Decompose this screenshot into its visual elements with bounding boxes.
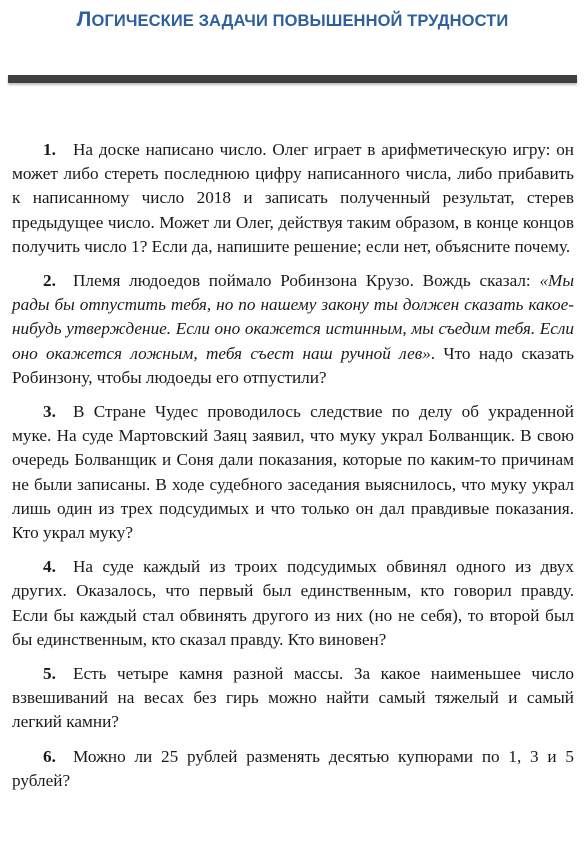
problem-text: На суде каждый из троих подсудимых обвинял одного из двух других. Оказалось, что первый был единственным, кто говорил правду. Если бы каждый стал обвинять другого из них (но не себя), то второй был бы единственным, кто сказал правду. Кто виновен? [12,557,574,649]
problem-number: 3. [43,402,56,422]
problem-6 [12,745,574,793]
page-title-rest: ОГИЧЕСКИЕ ЗАДАЧИ ПОВЫШЕННОЙ ТРУДНОСТИ [91,12,509,30]
problem-text-before: Племя людоедов поймало Робинзона Крузо. Вождь сказал: [73,271,540,291]
problem-number: 4. [43,557,56,577]
chief-quote: «Мы рады бы отпустить тебя, но по нашему закону ты должен сказать какое-нибудь утверждение. Если оно окажется истинным, мы съедим тебя. Если оно окажется ложным, тебя съест наш ручной лев» [12,271,574,363]
page-title-initial: Л [76,8,92,31]
header-divider [8,75,577,83]
problem-3 [12,400,574,545]
problem-number: 5. [43,664,56,684]
problem-list [12,138,574,803]
problem-number: 2. [43,271,56,291]
problem-2 [12,269,574,390]
page-title [0,8,585,32]
problem-text-after: . Что надо сказать Робинзону, чтобы людоеды его отпустили? [12,343,575,387]
problem-5 [12,662,574,735]
problem-number: 1. [43,140,56,159]
problem-text: Можно ли 25 рублей разменять десятью купюрами по 1, 3 и 5 рублей? [12,746,574,790]
problem-text: Есть четыре камня разной массы. За какое наименьшее число взвешиваний на весах без гирь можно найти самый тяжелый и самый легкий камни? [12,664,574,732]
problem-text: В Стране Чудес проводилось следствие по делу об украденной муке. На суде Мартовский Заяц заявил, что муку украл Болванщик. В свою очередь Болванщик и Соня дали показания, которые по каким-то причинам не были записаны. В ходе судебного заседания выяснилось, что муку украл лишь один из трех подсудимых и что только он дал правдивые показания. Кто украл муку? [12,402,574,543]
problem-1 [12,138,574,259]
problem-4 [12,555,574,652]
problem-number: 6. [43,746,56,766]
problem-text: На доске написано число. Олег играет в арифметическую игру: он может либо стереть последнюю цифру написанного числа, либо прибавить к написанному число 2018 и записать полученный результат, стерев предыдущее число. Может ли Олег, действуя таким образом, в конце концов получить число 1? Если да, напишите решение; если нет, объясните почему. [12,140,574,256]
